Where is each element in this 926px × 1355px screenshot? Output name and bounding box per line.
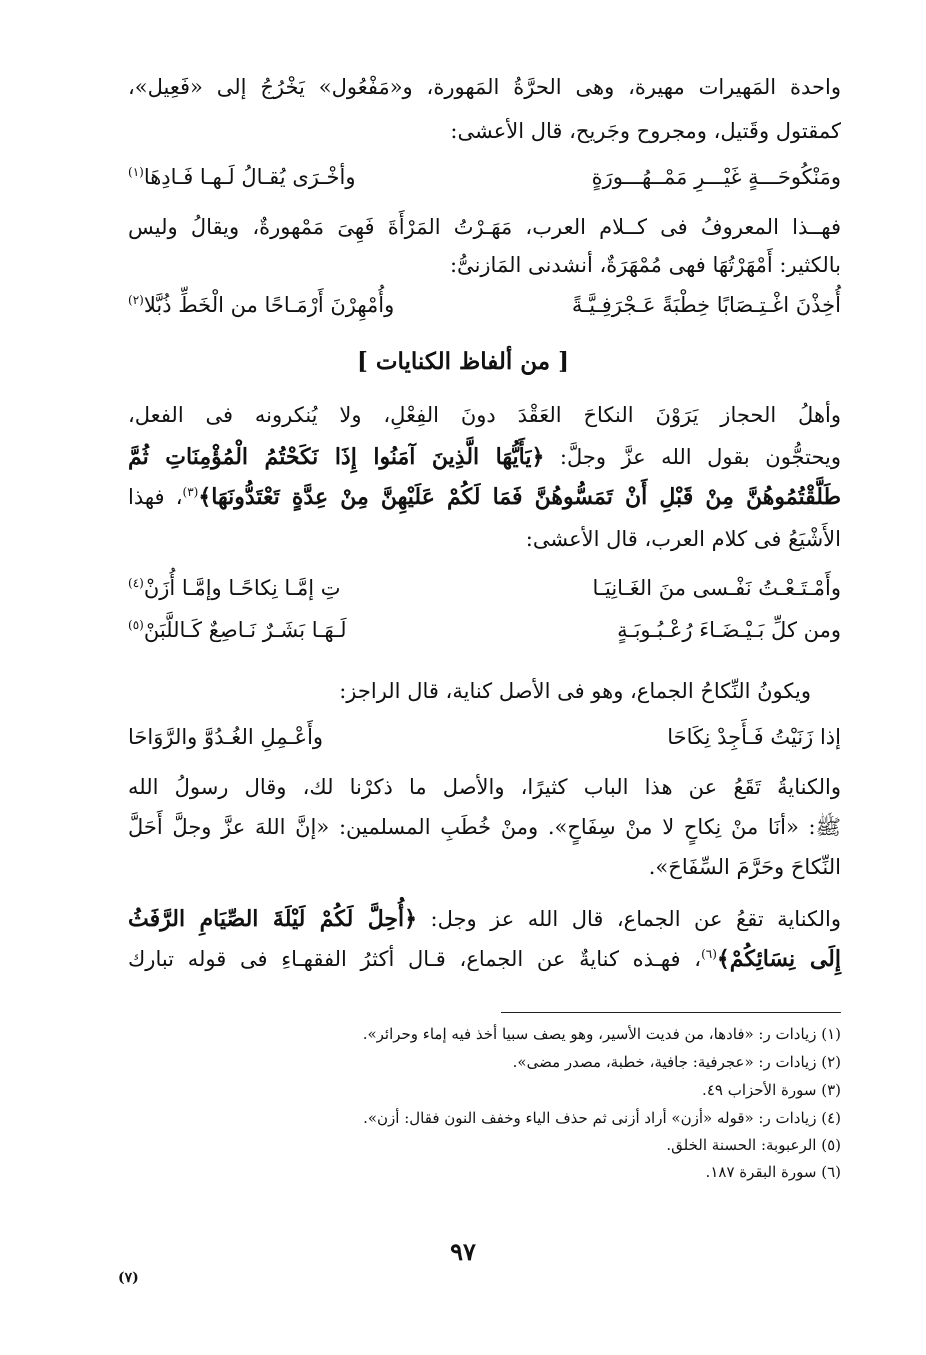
text-line: بالكثير: أَمْهَرْتُهَا فهى مُمْهَرَةٌ، أنشدنى المَازنىُّ: (449, 253, 841, 277)
verse-hemistich-right: ومَنْكُوحَـــةٍ غَيْـــرِ مَمْــهُـــورَةٍ (591, 165, 841, 189)
text-line: والكنايةُ تَقَعُ عن هذا الباب كثيرًا، والأصل ما ذكرْنا لك، وقال رسولُ الله (128, 775, 841, 799)
text-line: فهــذا المعروفُ فى كــلام العرب، مَهَـرْتُ المَرْأَةَ فَهِىَ مَمْهورةٌ، ويقالُ وليس (128, 215, 842, 239)
text-line: إِلَى نِسَائِكُمْ﴾$^{(٦)}$، فهـذه كنايةٌ عن الجماع، قـال أكثرُ الفقهـاءِ فى قوله تبارك (128, 946, 841, 972)
verse-hemistich-left: لَـهَـا بَشَـرٌ نَـاصِعٌ كَـاللَّبَنْ$^{(٥)}$ (128, 618, 347, 642)
footnote-ref: (١) (128, 165, 144, 179)
verse-hemistich-left: تِ إمَّـا نِكاحًـا وإمَّـا أُزَنْ$^{(٤)}$ (128, 576, 341, 600)
footnote-ref: (٣) (182, 485, 199, 499)
verse-hemistich-right: ومن كلِّ بَـيْـضَـاءَ رُعْـبُـوبَـةٍ (617, 618, 841, 642)
text-line: وأهلُ الحجاز يَرَوْنَ النكاحَ العَقْدَ دونَ الفِعْلِ، ولا يُنكرونه فى الفعل، (128, 403, 841, 427)
verse-hemistich-right: إذا زَنَيْتُ فَـأَجِدْ نِكَاحَا (667, 725, 841, 749)
text-line: الأَشْيَعُ فى كلام العرب، قال الأعشى: (525, 527, 841, 551)
section-heading: [ من ألفاظ الكنايات ] (356, 348, 570, 375)
quran-verse: ﴿يَأَيُّهَا الَّذِينَ آمَنُوا إِذَا نَكَحْتُمُ الْمُؤْمِنَاتِ ثُمَّ (128, 444, 545, 470)
verse-hemistich-right: أُخِذْنَ اغْـتِـصَابًا خِطْبَةً عَـجْرَفِـيَّـةً (571, 293, 841, 317)
footnote: (٦) سورة البقرة ١٨٧. (705, 1163, 841, 1181)
page-number: ٩٧ (450, 1237, 476, 1266)
verse-hemistich-right: وأَمْـتَـعْـتُ نَفْـسى منَ الغَـانِيَـا (592, 576, 841, 600)
text-line: طَلَّقْتُمُوهُنَّ مِنْ قَبْلِ أَنْ تَمَسُّوهُنَّ فَمَا لَكُمْ عَلَيْهِنَّ مِنْ عِدَّةٍ تَعْتَدُّونَهَا﴾$^{(٣)}$، فهذا (128, 484, 842, 510)
quran-verse: طَلَّقْتُمُوهُنَّ مِنْ قَبْلِ أَنْ تَمَسُّوهُنَّ فَمَا لَكُمْ عَلَيْهِنَّ مِنْ عِدَّةٍ تَعْتَدُّونَهَا﴾ (198, 484, 842, 510)
text-line: ويحتجُّون بقول الله عزَّ وجلَّ: ﴿يَأَيُّهَا الَّذِينَ آمَنُوا إِذَا نَكَحْتُمُ الْمُؤْمِنَاتِ ثُمَّ (128, 444, 841, 470)
quran-verse: إِلَى نِسَائِكُمْ﴾ (716, 946, 841, 972)
verse-hemistich-left: وأُمْهِرْنَ أَرْمَـاحًا من الْخَطِّ ذُبَّلا$^{(٢)}$ (128, 293, 395, 317)
footnote-ref: (٢) (128, 293, 144, 307)
footnote-ref: (٤) (128, 576, 144, 590)
text-line: واحدة المَهيرات مهيرة، وهى الحرَّةُ المَهورة، و«مَفْعُول» يَخْرُجُ إلى «فَعِيل»، (128, 75, 841, 99)
footnote: (١) زيادات ر: «فادها، من فديت الأسير، وهو يصف سبيا أخذ فيه إماء وحرائر». (362, 1025, 841, 1043)
verse-hemistich-left: وأخْـرَى يُقـالُ لَـهـا فَـادِهَا$^{(١)}$ (128, 165, 356, 189)
text-line: النِّكاحَ وحَرَّمَ السِّفَاحَ». (648, 855, 841, 879)
footnote: (٥) الرعبوبة: الحسنة الخلق. (666, 1136, 841, 1154)
footnote-ref: (٥) (128, 618, 144, 632)
footnote: (٤) زيادات ر: «قوله «أزن» أراد أزنى ثم حذف الياء وخفف النون فقال: أزن». (363, 1109, 841, 1127)
verse-hemistich-left: وأَعْـمِلِ الغُـدُوَّ والرَّوَاحَا (128, 725, 324, 749)
text-line: ويكونُ النِّكاحُ الجماع، وهو فى الأصل كناية، قال الراجز: (339, 679, 811, 703)
footnote-ref: (٦) (701, 947, 717, 961)
footnote: (٣) سورة الأحزاب ٤٩. (702, 1081, 841, 1099)
text-line: والكناية تقعُ عن الجماع، قال الله عز وجل: ﴿أُحِلَّ لَكُمْ لَيْلَةَ الصِّيَامِ الرَّفَثُ (128, 906, 841, 932)
footnote: (٢) زيادات ر: «عجرفية: جافية، خطبة، مصدر مضى». (512, 1053, 841, 1071)
quran-verse: ﴿أُحِلَّ لَكُمْ لَيْلَةَ الصِّيَامِ الرَّفَثُ (128, 906, 418, 932)
printer-signature: (٧) (118, 1270, 139, 1286)
footnote-separator (501, 1012, 841, 1013)
text-line: كمقتول وقَتيل، ومجروح وجَريح، قال الأعشى: (450, 119, 841, 143)
text-line: ﷺ: «أنَا منْ نِكاحٍ لا منْ سِفَاحٍ». ومنْ خُطَبِ المسلمين: «إنَّ اللهَ عزَّ وجلَّ أَحَلَّ (128, 815, 841, 839)
